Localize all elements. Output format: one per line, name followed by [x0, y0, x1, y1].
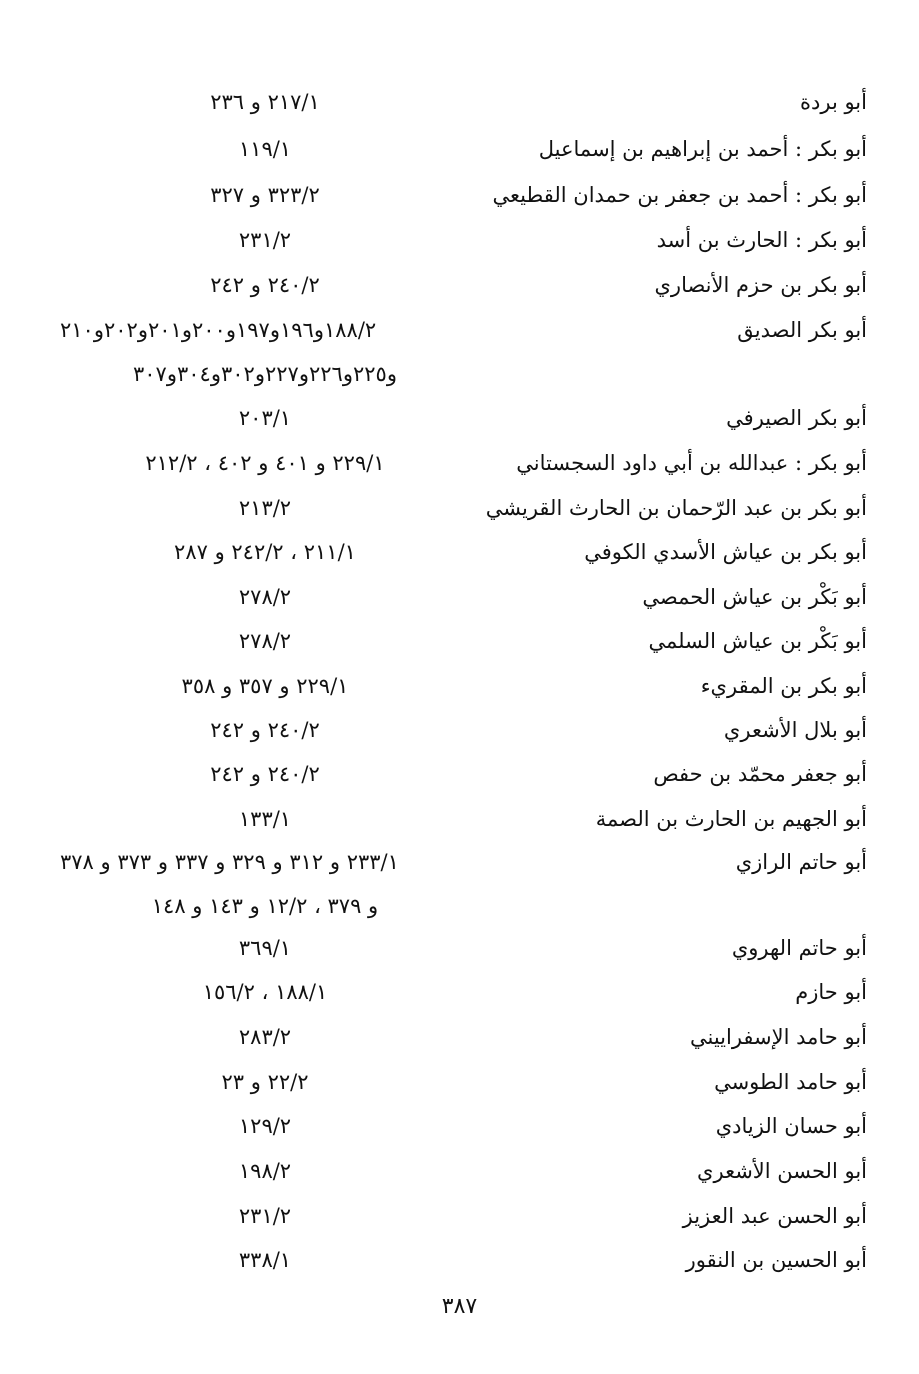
entry-name: أبو بكر بن عياش الأسدي الكوفي: [584, 540, 867, 564]
index-entry: [0, 1104, 919, 1148]
index-entry: [0, 797, 919, 841]
entry-reference: ١٩٨/٢: [238, 1159, 292, 1183]
entry-reference: ١١٩/١: [238, 137, 292, 161]
index-entry: [0, 664, 919, 708]
entry-reference: ٢٢/٢ و ٢٣: [221, 1070, 309, 1094]
entry-reference: ٢٣١/٢: [238, 1204, 292, 1228]
index-entry: [0, 173, 919, 217]
index-entry: [0, 1015, 919, 1059]
entry-name: أبو بكر : أحمد بن إبراهيم بن إسماعيل: [538, 137, 867, 161]
entry-name: أبو الحسن عبد العزيز: [682, 1204, 867, 1228]
entry-name: أبو بكر بن المقريء: [700, 674, 867, 698]
entry-reference: ٣٦٩/١: [238, 936, 292, 960]
index-entry: [0, 1060, 919, 1104]
entry-reference-continued: و ٣٧٩ ، ١٢/٢ و ١٤٣ و ١٤٨: [151, 894, 379, 918]
index-entry: [0, 926, 919, 970]
index-entry: [0, 530, 919, 574]
entry-reference: ١٨٨/٢و١٩٦و١٩٧و٢٠٠و٢٠١و٢٠٢و٢١٠: [60, 318, 377, 342]
index-entry: [0, 752, 919, 796]
entry-name: أبو حاتم الرازي: [735, 850, 867, 874]
entry-name: أبو حامد الإسفراييني: [689, 1025, 867, 1049]
entry-reference: ١٣٣/١: [238, 807, 292, 831]
entry-name: أبو بكر : أحمد بن جعفر بن حمدان القطيعي: [492, 183, 867, 207]
index-entry: [0, 970, 919, 1014]
page-number: ٣٨٧: [441, 1294, 478, 1319]
entry-name: أبو حازم: [795, 980, 867, 1004]
index-entry: [0, 127, 919, 171]
entry-reference: ٢٧٨/٢: [238, 629, 292, 653]
entry-name: أبو بَكْر بن عياش الحمصي: [642, 585, 867, 609]
entry-reference: ١٢٩/٢: [238, 1114, 292, 1138]
index-entry: [0, 218, 919, 262]
entry-name: أبو بلال الأشعري: [723, 718, 867, 742]
entry-reference: ١٨٨/١ ، ١٥٦/٢: [202, 980, 328, 1004]
entry-name: أبو بكر : الحارث بن أسد: [656, 228, 867, 252]
index-entry: [0, 396, 919, 440]
entry-name: أبو بكر الصديق: [737, 318, 867, 342]
entry-reference: ٢٨٣/٢: [238, 1025, 292, 1049]
entry-name: أبو الحسين بن النقور: [685, 1248, 867, 1272]
entry-name: أبو بكر بن عبد الرّحمان بن الحارث القريشي: [485, 496, 867, 520]
index-entry: [0, 1194, 919, 1238]
entry-reference: ٢٣١/٢: [238, 228, 292, 252]
index-entry: [0, 441, 919, 485]
entry-name: أبو بكر : عبدالله بن أبي داود السجستاني: [516, 451, 867, 475]
index-entry: [0, 1149, 919, 1193]
entry-reference: ٢٢٩/١ و ٤٠١ و ٤٠٢ ، ٢١٢/٢: [145, 451, 385, 475]
entry-name: أبو الجهيم بن الحارث بن الصمة: [595, 807, 867, 831]
entry-reference: ٢٤٠/٢ و ٢٤٢: [210, 273, 320, 297]
index-entry: [0, 308, 919, 386]
entry-name: أبو بردة: [800, 90, 867, 114]
entry-name: أبو حاتم الهروي: [731, 936, 867, 960]
entry-reference: ٢٤٠/٢ و ٢٤٢: [210, 762, 320, 786]
entry-reference: ٢٣٣/١ و ٣١٢ و ٣٢٩ و ٣٣٧ و ٣٧٣ و ٣٧٨: [60, 850, 399, 874]
entry-reference: ٣٢٣/٢ و ٣٢٧: [210, 183, 320, 207]
index-entry: [0, 1238, 919, 1282]
index-entry: [0, 263, 919, 307]
entry-name: أبو بكر الصيرفي: [726, 406, 867, 430]
index-entry: [0, 619, 919, 663]
entry-name: أبو حسان الزيادي: [715, 1114, 867, 1138]
index-entry: [0, 80, 919, 124]
entry-reference: ٢٤٠/٢ و ٢٤٢: [210, 718, 320, 742]
entry-name: أبو جعفر محمّد بن حفص: [653, 762, 867, 786]
entry-reference: ٢٧٨/٢: [238, 585, 292, 609]
entry-reference: ٢٢٩/١ و ٣٥٧ و ٣٥٨: [181, 674, 349, 698]
entry-name: أبو بكر بن حزم الأنصاري: [654, 273, 867, 297]
index-entry: [0, 486, 919, 530]
index-entry: [0, 840, 919, 918]
entry-reference: ٣٣٨/١: [238, 1248, 292, 1272]
index-entry: [0, 575, 919, 619]
entry-name: أبو الحسن الأشعري: [697, 1159, 867, 1183]
index-entry: [0, 708, 919, 752]
entry-reference: ٢٠٣/١: [238, 406, 292, 430]
entry-reference: ٢١٣/٢: [238, 496, 292, 520]
entry-reference-continued: و٢٢٥و٢٢٦و٢٢٧و٣٠٢و٣٠٤و٣٠٧: [133, 362, 397, 386]
entry-reference: ٢١٧/١ و ٢٣٦: [210, 90, 320, 114]
entry-reference: ٢١١/١ ، ٢٤٢/٢ و ٢٨٧: [174, 540, 356, 564]
entry-name: أبو حامد الطوسي: [714, 1070, 867, 1094]
entry-name: أبو بَكْر بن عياش السلمي: [648, 629, 867, 653]
